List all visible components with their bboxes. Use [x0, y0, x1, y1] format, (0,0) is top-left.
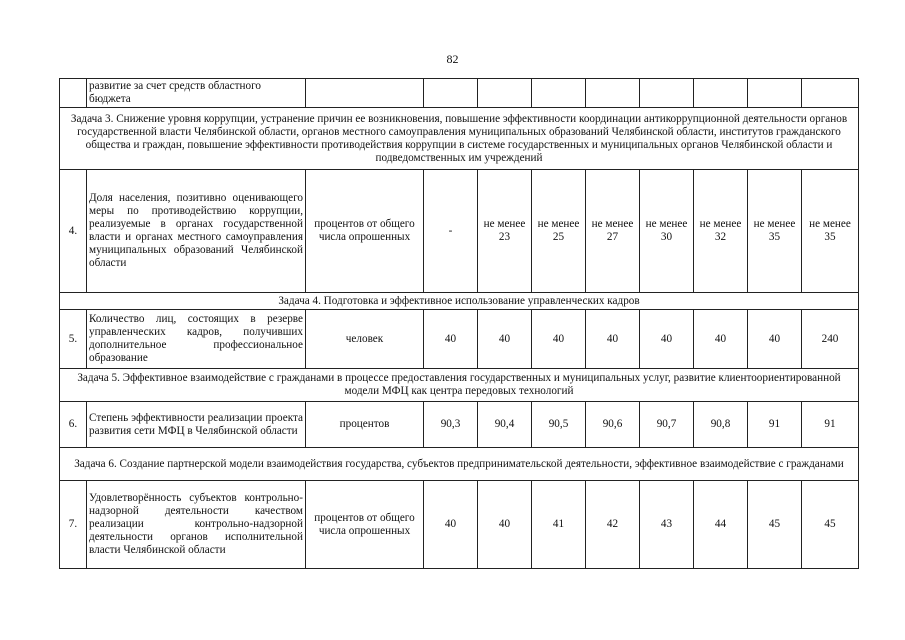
- task-row-5: [60, 369, 859, 402]
- indicator-name: Степень эффективности реализации проекта развития сети МФЦ в Челябинской области: [87, 402, 306, 448]
- value-cell: 90,8: [694, 402, 748, 448]
- indicator-name: Удовлетворённость субъектов контрольно-надзорной деятельности качеством реализации контрольно-надзорной деятельности органов исполнительной власти Челябинской области: [87, 481, 306, 569]
- value-cell: 40: [424, 481, 478, 569]
- value-cell: 42: [586, 481, 640, 569]
- value-cell: не менее 27: [586, 170, 640, 293]
- value-cell: 45: [802, 481, 859, 569]
- row-number: 5.: [60, 310, 87, 369]
- indicator-name: Количество лиц, состоящих в резерве управленческих кадров, получивших дополнительное профессиональное образование: [87, 310, 306, 369]
- row-number: 4.: [60, 170, 87, 293]
- value-cell: 90,3: [424, 402, 478, 448]
- value-cell: 91: [748, 402, 802, 448]
- table-row-4: [60, 170, 859, 293]
- value-cell: 240: [802, 310, 859, 369]
- task-4-text: Задача 4. Подготовка и эффективное использование управленческих кадров: [60, 293, 859, 310]
- table-row-5: [60, 310, 859, 369]
- value-cell: 40: [478, 310, 532, 369]
- page-number: 82: [446, 52, 459, 66]
- indicators-table: [59, 78, 859, 569]
- unit-cell: процентов от общего числа опрошенных: [306, 481, 424, 569]
- task-row-4: [60, 293, 859, 310]
- value-cell: 90,5: [532, 402, 586, 448]
- unit-cell: процентов: [306, 402, 424, 448]
- value-cell: 45: [748, 481, 802, 569]
- value-cell: 40: [532, 310, 586, 369]
- row-number: 6.: [60, 402, 87, 448]
- value-cell: 40: [640, 310, 694, 369]
- value-cell: -: [424, 170, 478, 293]
- value-cell: не менее 23: [478, 170, 532, 293]
- task-3-text: Задача 3. Снижение уровня коррупции, устранение причин ее возникновения, повышение эффективности координации антикоррупционной деятельности органов государственной власти Челябинской области, органов местного самоуправления муниципальных образований Челябинской области, институтов гражданского общества и граждан, повышение эффективности противодействия коррупции в системе государственных и муниципальных органов Челябинской области и подведомственных им учреждений: [60, 108, 859, 170]
- row-number: 7.: [60, 481, 87, 569]
- task-row-3: [60, 108, 859, 170]
- task-6-text: Задача 6. Создание партнерской модели взаимодействия государства, субъектов предпринимательской деятельности, эффективное взаимодействие с гражданами: [60, 448, 859, 481]
- value-cell: не менее 25: [532, 170, 586, 293]
- table-row-6: [60, 402, 859, 448]
- value-cell: 90,7: [640, 402, 694, 448]
- value-cell: 40: [748, 310, 802, 369]
- value-cell: 41: [532, 481, 586, 569]
- value-cell: 40: [694, 310, 748, 369]
- value-cell: 44: [694, 481, 748, 569]
- table-row-continuation: [60, 79, 859, 108]
- value-cell: 40: [586, 310, 640, 369]
- indicator-name: Доля населения, позитивно оценивающего меры по противодействию коррупции, реализуемые в органах государственной власти и органах местного самоуправления муниципальных образований Челябинской области: [87, 170, 306, 293]
- task-row-6: [60, 448, 859, 481]
- value-cell: не менее 35: [802, 170, 859, 293]
- value-cell: не менее 35: [748, 170, 802, 293]
- value-cell: 40: [478, 481, 532, 569]
- unit-cell: процентов от общего числа опрошенных: [306, 170, 424, 293]
- indicator-name: развитие за счет средств областного бюджета: [87, 79, 306, 108]
- table-row-7: [60, 481, 859, 569]
- value-cell: 90,6: [586, 402, 640, 448]
- value-cell: 90,4: [478, 402, 532, 448]
- value-cell: 91: [802, 402, 859, 448]
- unit-cell: человек: [306, 310, 424, 369]
- value-cell: не менее 32: [694, 170, 748, 293]
- value-cell: 40: [424, 310, 478, 369]
- value-cell: 43: [640, 481, 694, 569]
- value-cell: не менее 30: [640, 170, 694, 293]
- task-5-text: Задача 5. Эффективное взаимодействие с гражданами в процессе предоставления государственных и муниципальных услуг, развитие клиентоориентированной модели МФЦ как центра передовых технологий: [60, 369, 859, 402]
